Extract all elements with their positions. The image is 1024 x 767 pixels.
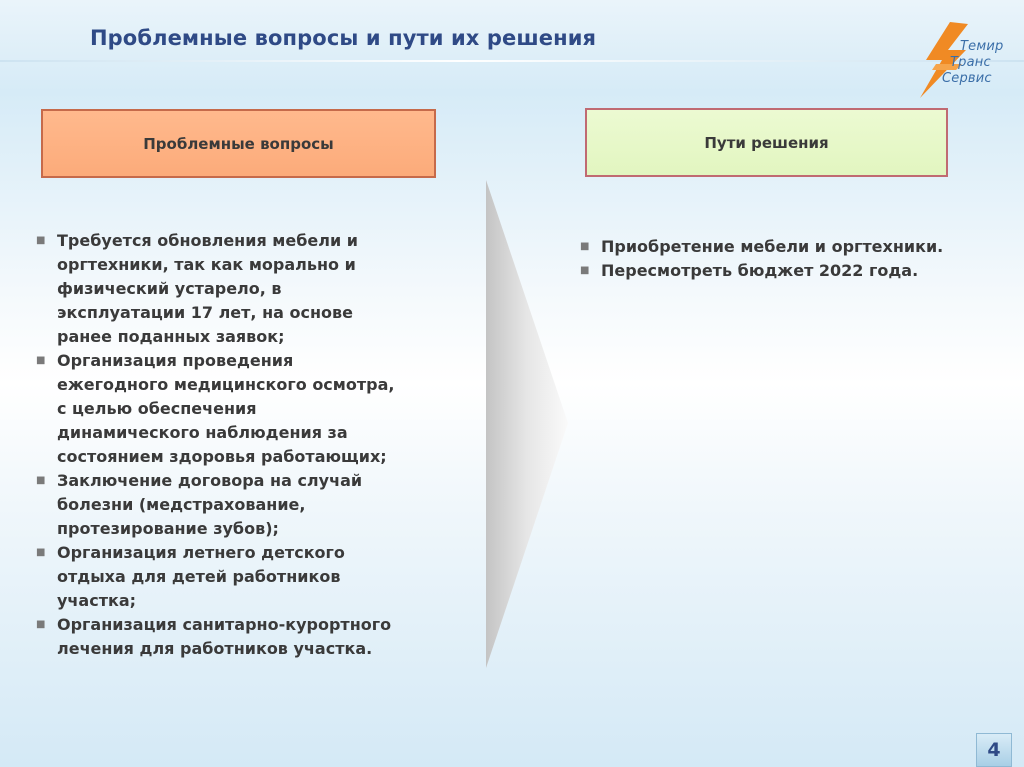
solution-item-text: Приобретение мебели и оргтехники.: [601, 237, 944, 256]
problems-header-box: [41, 109, 436, 178]
problem-item-text: Заключение договора на случай болезни (медстрахование, протезирование зубов);: [57, 471, 363, 538]
solution-item-text: Пересмотреть бюджет 2022 года.: [601, 261, 919, 280]
solutions-list: [576, 235, 996, 283]
square-bullet-icon: ■: [580, 265, 590, 276]
list-item: [32, 541, 402, 613]
list-item: [32, 613, 402, 661]
list-item: [576, 259, 996, 283]
square-bullet-icon: ■: [36, 235, 46, 246]
problem-item-text: Организация санитарно-курортного лечения для работников участка.: [57, 615, 392, 658]
chevron-arrow-icon: [484, 178, 574, 670]
solutions-header-box: [585, 108, 948, 177]
problems-header-label: Проблемные вопросы: [143, 134, 334, 153]
logo-text-line3: Сервис: [942, 71, 992, 86]
square-bullet-icon: ■: [580, 241, 590, 252]
square-bullet-icon: ■: [36, 475, 46, 486]
problem-item-text: Организация проведения ежегодного медицинского осмотра, с целью обеспечения динамического наблюдения за состоянием здоровья работающих;: [57, 351, 395, 466]
problem-item-text: Организация летнего детского отдыха для детей работников участка;: [57, 543, 345, 610]
solutions-header-label: Пути решения: [704, 133, 829, 152]
header-divider: [0, 60, 1024, 62]
page-number: 4: [987, 739, 1001, 761]
list-item: [32, 469, 402, 541]
company-logo: [916, 20, 1016, 100]
page-number-badge: [976, 733, 1012, 767]
problems-list: [32, 229, 402, 661]
list-item: [576, 235, 996, 259]
problem-item-text: Требуется обновления мебели и оргтехники, так как морально и физический устарело, в эксплуатации 17 лет, на основе ранее поданных заявок;: [57, 231, 358, 346]
logo-text-line1: Темир: [960, 39, 1004, 54]
logo-text-line2: Транс: [950, 55, 991, 70]
list-item: [32, 349, 402, 469]
square-bullet-icon: ■: [36, 619, 46, 630]
square-bullet-icon: ■: [36, 547, 46, 558]
square-bullet-icon: ■: [36, 355, 46, 366]
page-title: Проблемные вопросы и пути их решения: [90, 26, 597, 50]
list-item: [32, 229, 402, 349]
